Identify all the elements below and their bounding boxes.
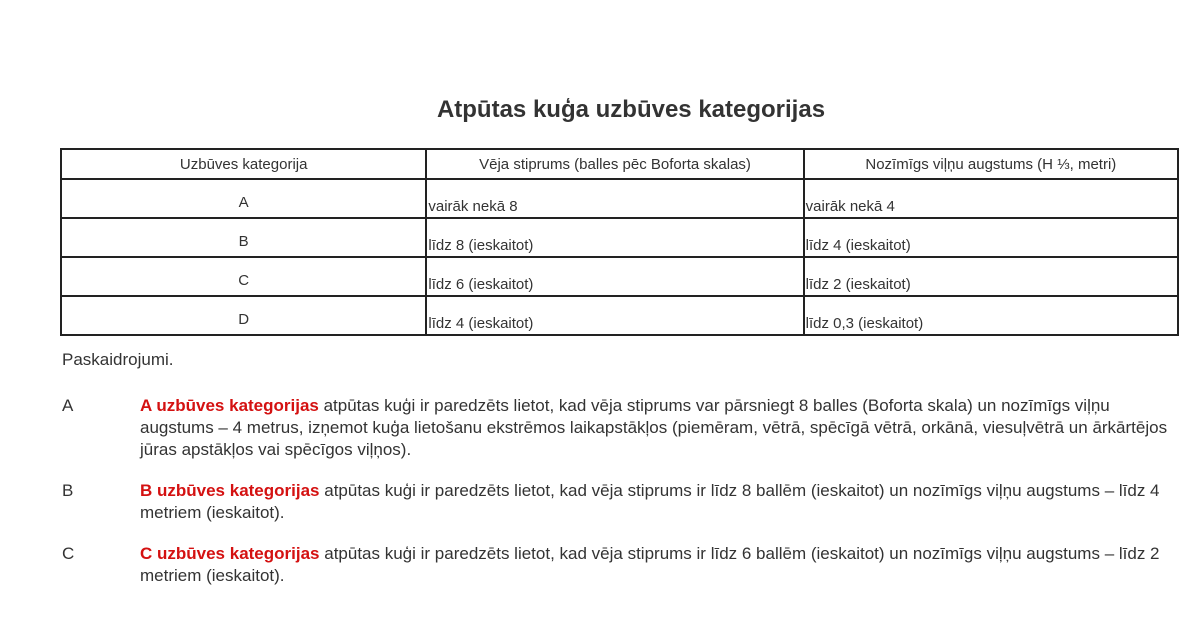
- cell-wind: līdz 6 (ieskaitot): [426, 257, 803, 296]
- note-highlight: B uzbūves kategorijas: [140, 481, 320, 500]
- cell-wind: līdz 4 (ieskaitot): [426, 296, 803, 335]
- note-letter: B: [62, 481, 74, 500]
- note-c: [62, 543, 1172, 587]
- note-highlight: C uzbūves kategorijas: [140, 544, 320, 563]
- note-letter: C: [62, 544, 75, 563]
- note-a: [62, 395, 1172, 461]
- header-wind-strength: Vēja stiprums (balles pēc Boforta skalas): [426, 149, 803, 179]
- note-b: [62, 480, 1172, 524]
- cell-wave: līdz 2 (ieskaitot): [804, 257, 1178, 296]
- note-text: [140, 395, 1172, 461]
- cell-category: B: [61, 218, 426, 257]
- header-wave-height: Nozīmīgs viļņu augstums (H ⅓, metri): [804, 149, 1178, 179]
- cell-wave: līdz 0,3 (ieskaitot): [804, 296, 1178, 335]
- category-table: [60, 148, 1179, 336]
- cell-wind: līdz 8 (ieskaitot): [426, 218, 803, 257]
- table-row: [61, 179, 1178, 218]
- cell-wind: vairāk nekā 8: [426, 179, 803, 218]
- cell-category: C: [61, 257, 426, 296]
- header-category: Uzbūves kategorija: [61, 149, 426, 179]
- table-header-row: [61, 149, 1178, 179]
- note-body: atpūtas kuģi ir paredzēts lietot, kad vēja stiprums var pārsniegt 8 balles (Boforta skala) un nozīmīgs viļņu augstums – 4 metrus, izņemot kuģa lietošanu ekstrēmos laikapstākļos (piemēram, vētrā, spēcīgā vētrā, orkānā, viesuļvētrā un ārkārtējos jūras apstākļos vai spēcīgos viļņos).: [140, 396, 1168, 459]
- page-title: Atpūtas kuģa uzbūves kategorijas: [436, 96, 826, 123]
- note-body: atpūtas kuģi ir paredzēts lietot, kad vēja stiprums ir līdz 8 ballēm (ieskaitot) un nozīmīgs viļņu augstums – līdz 4 metriem (ieskaitot).: [140, 481, 1160, 522]
- note-body: atpūtas kuģi ir paredzēts lietot, kad vēja stiprums ir līdz 6 ballēm (ieskaitot) un nozīmīgs viļņu augstums – līdz 2 metriem (ieskaitot).: [140, 544, 1160, 585]
- cell-category: D: [61, 296, 426, 335]
- note-text: [140, 543, 1172, 587]
- note-highlight: A uzbūves kategorijas: [140, 396, 319, 415]
- table-row: [61, 218, 1178, 257]
- explanations-label: Paskaidrojumi.: [62, 350, 174, 369]
- cell-wave: līdz 4 (ieskaitot): [804, 218, 1178, 257]
- note-text: [140, 480, 1172, 524]
- cell-wave: vairāk nekā 4: [804, 179, 1178, 218]
- note-letter: A: [62, 396, 74, 415]
- table-row: [61, 296, 1178, 335]
- cell-category: A: [61, 179, 426, 218]
- table-row: [61, 257, 1178, 296]
